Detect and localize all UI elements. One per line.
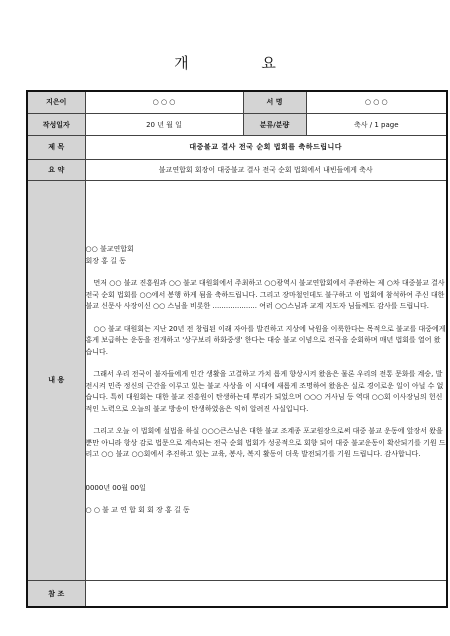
title-label: 제 목: [27, 136, 85, 159]
title-row: [27, 136, 447, 159]
page-title: 개 요: [174, 54, 310, 72]
paragraph-4: 그리고 오늘 이 법회에 설법을 하실 ○○○큰스님은 대한 불교 조계종 포교원장으로써 대중 불교 운동에 앞장서 왔을 뿐만 아니라 항상 감로 법문으로 계속되는 전국 순회 법회가 성공적으로 회향 되어 대중 불교운동이 확산되기를 기원 드리고 ○○ 불교 ○○회에서 추진하고 있는 교육, 봉사, 복지 활동이 더욱 발전되기를 기원 드립니다. 감사합니다.: [85, 427, 446, 459]
content-body[interactable]: [85, 180, 447, 580]
category-label: 분류/분량: [243, 113, 306, 135]
org-line: ○○ 불교연합회: [85, 245, 134, 254]
date-label: 작성일자: [27, 113, 85, 135]
author-value[interactable]: ○ ○ ○: [85, 91, 243, 113]
content-label: 내 용: [27, 180, 85, 580]
outline-form-table: [26, 90, 448, 608]
summary-value[interactable]: 불교연합회 회장이 대중불교 결사 전국 순회 법회에서 내빈들에게 축사: [85, 159, 447, 180]
paragraph-2: ○○ 불교 대원회는 지난 20년 전 창립된 이래 자아를 발견하고 지상에 낙원을 이룩한다는 목적으로 불교를 대중에게 홍게 보급하는 운동을 전개하고 '상구보리 하화중생' 한다는 대승 불교 이념으로 전국을 순회하며 매년 법회를 열어 왔습니다.: [85, 324, 446, 356]
category-value[interactable]: 축사 / 1 page: [306, 113, 447, 135]
reference-label: 참 조: [27, 581, 85, 607]
chair-line: 회장 홍 길 동: [85, 256, 126, 265]
author-row: [27, 91, 447, 113]
content-row: [27, 180, 447, 580]
reference-row: [27, 581, 447, 607]
reference-value[interactable]: [85, 581, 447, 607]
date-row: [27, 113, 447, 135]
author-label: 지은이: [27, 91, 85, 113]
summary-label: 요 약: [27, 159, 85, 180]
sign-line: ○ ○ 불 교 연 합 회 회 장 홍 길 동: [85, 506, 190, 515]
summary-row: [27, 159, 447, 180]
paragraph-3: 그래서 우리 전국이 불자들에게 인간 생활을 고결하고 가치 롭게 향상시켜 왔음은 물론 우리의 전통 문화를 계승, 발전시켜 민족 정신의 근간을 이루고 있는 불교 사상을 이 시대에 새롭게 조명하여 왔음은 실로 경이로운 일이 아닐 수 없습니다. 특히 대원회는 대한 불교 진흥원이 탄생하는데 뿌리가 되었으며 ○○○ 거사님 등 역대 ○○회 이사장님의 헌신적인 노력으로 오늘의 불교 방송이 탄생하였음은 익히 알려진 사실입니다.: [85, 370, 444, 413]
paragraph-1: 먼저 ○○ 불교 진흥원과 ○○ 불교 대원회에서 주최하고 ○○광역시 불교연합회에서 주관하는 제 ○차 대중불교 결사 전국 순회 법회를 ○○에서 봉행 하게 됨을 축하드립니다. 그리고 장마철인데도 불구하고 이 법회에 참석하여 주신 대한 불교 신문사 사장이신 ○○ 스님을 비롯한 .................... 여러 ○○스님과 교계 지도자 님들께도 감사를 드립니다.: [85, 279, 445, 311]
date-value[interactable]: 20 년 월 일: [85, 113, 243, 135]
document-title[interactable]: 대중불교 결사 전국 순회 법회를 축하드립니다: [85, 136, 447, 159]
date-line: 0000년 00월 00일: [85, 483, 146, 492]
signature-value[interactable]: ○ ○ ○: [306, 91, 447, 113]
signature-label: 서 명: [243, 91, 306, 113]
